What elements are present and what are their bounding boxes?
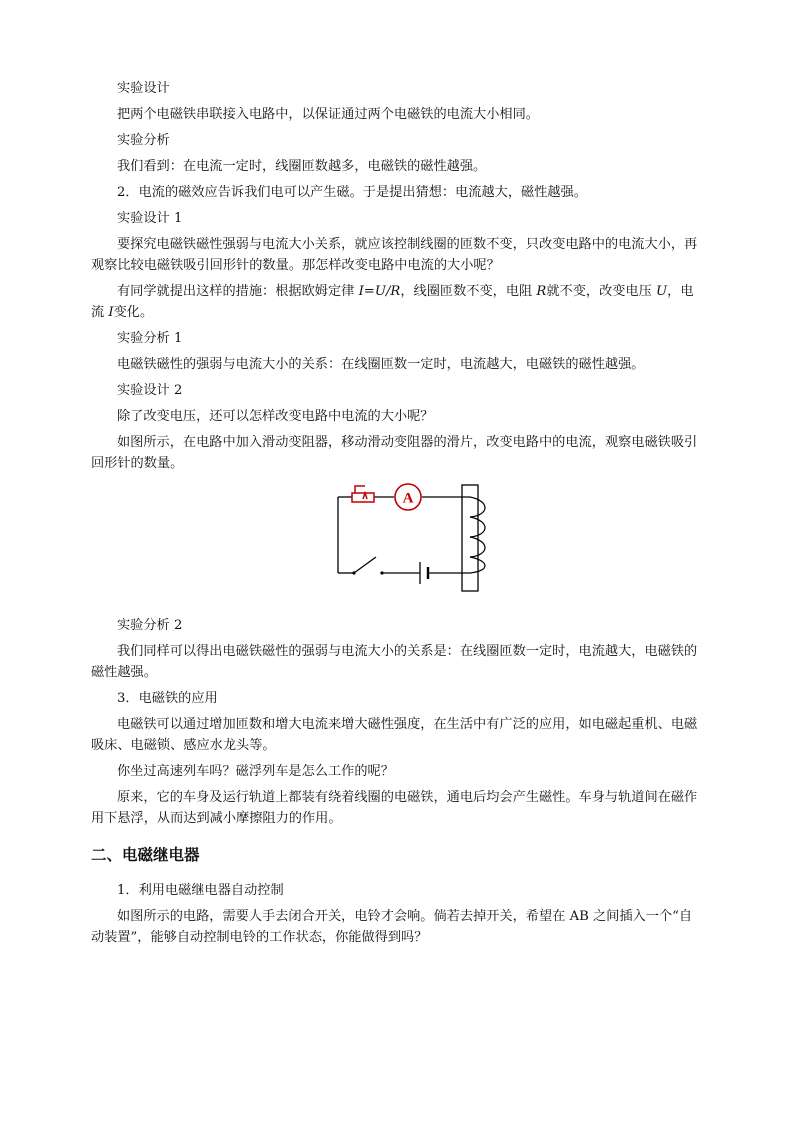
- experiment-analysis-heading: 实验分析: [117, 133, 170, 148]
- experiment-design-2-text: 如图所示，在电路中加入滑动变阻器，移动滑动变阻器的滑片，改变电路中的电流，观察电磁铁吸引回形针的数量。: [91, 435, 698, 471]
- relay-item-1-heading: 1．利用电磁继电器自动控制: [117, 883, 284, 898]
- experiment-design-heading: 实验设计: [117, 81, 170, 96]
- circuit-diagram-svg: [334, 481, 499, 599]
- rheostat-slider-arm: [355, 486, 365, 493]
- experiment-analysis-2-text: 我们同样可以得出电磁铁磁性的强弱与电流大小的关系是：在线圈匝数一定时，电流越大，电磁铁的磁性越强。: [91, 644, 698, 680]
- experiment-design-2-heading: 实验设计 2: [117, 383, 183, 398]
- experiment-design-2-question: 除了改变电压，还可以怎样改变电路中电流的大小呢？: [117, 409, 434, 424]
- circuit-diagram: [91, 478, 703, 615]
- experiment-analysis-1-text: 电磁铁磁性的强弱与电流大小的关系：在线圈匝数一定时，电流越大，电磁铁的磁性越强。: [117, 357, 645, 372]
- experiment-design-text: 把两个电磁铁串联接入电路中，以保证通过两个电磁铁的电流大小相同。: [117, 107, 539, 122]
- relay-item-1-text: 如图所示的电路，需要人手去闭合开关，电铃才会响。倘若去掉开关，希望在 AB 之间插入一个“自动装置”，能够自动控制电铃的工作状态，你能做得到吗？: [91, 909, 693, 945]
- maglev-question: 你坐过高速列车吗？磁浮列车是怎么工作的呢？: [117, 764, 394, 779]
- section-heading-relay: 二、电磁继电器: [91, 846, 200, 864]
- experiment-design-1-text: 要探究电磁铁磁性强弱与电流大小关系，就应该控制线圈的匝数不变，只改变电路中的电流大小，再观察比较电磁铁吸引回形针的数量。那怎样改变电路中电流的大小呢？: [91, 237, 698, 273]
- switch-contact-left: [352, 571, 355, 574]
- ohm-law-measure-text: 有同学就提出这样的措施：根据欧姆定律 I=U/R，线圈匝数不变，电阻 R就不变，改变电压 U，电流 I变化。: [91, 284, 694, 320]
- ammeter-label: A: [402, 490, 414, 507]
- item-3-text: 电磁铁可以通过增加匝数和增大电流来增大磁性强度，在生活中有广泛的应用，如电磁起重机、电磁吸床、电磁锁、感应水龙头等。: [91, 717, 698, 753]
- document-page: [91, 78, 703, 948]
- rheostat-slider-tip: [363, 493, 367, 499]
- experiment-analysis-2-heading: 实验分析 2: [117, 618, 183, 633]
- rheostat: [352, 486, 374, 502]
- maglev-text: 原来，它的车身及运行轨道上都装有绕着线圈的电磁铁，通电后均会产生磁性。车身与轨道间在磁作用下悬浮，从而达到减小摩擦阻力的作用。: [91, 790, 698, 826]
- switch-contact-right: [380, 571, 383, 574]
- experiment-analysis-text: 我们看到：在电流一定时，线圈匝数越多，电磁铁的磁性越强。: [117, 159, 487, 174]
- experiment-design-1-heading: 实验设计 1: [117, 211, 183, 226]
- item-2-hypothesis: 2．电流的磁效应告诉我们电可以产生磁。于是提出猜想：电流越大，磁性越强。: [117, 185, 587, 200]
- item-3-heading: 3．电磁铁的应用: [117, 691, 218, 706]
- experiment-analysis-1-heading: 实验分析 1: [117, 331, 183, 346]
- switch-blade: [354, 557, 376, 573]
